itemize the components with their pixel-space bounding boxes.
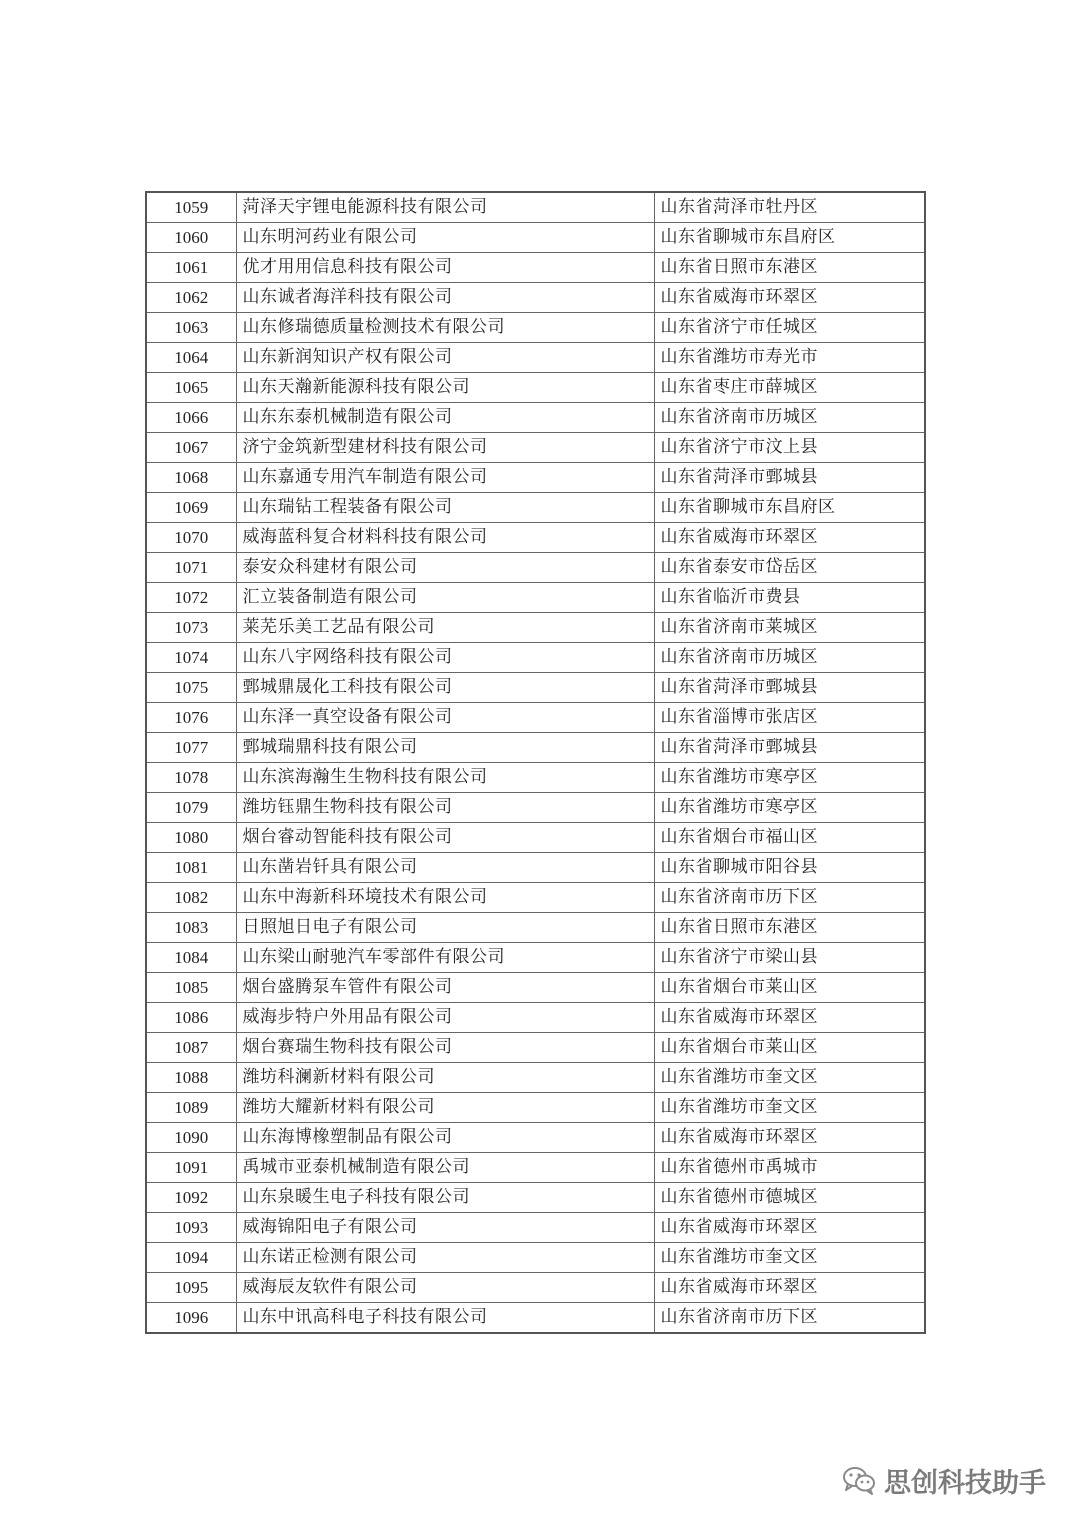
row-number: 1077 xyxy=(146,733,236,763)
row-number: 1094 xyxy=(146,1243,236,1273)
company-name: 潍坊钰鼎生物科技有限公司 xyxy=(236,793,654,823)
company-region: 山东省枣庄市薛城区 xyxy=(654,373,925,403)
table-row xyxy=(146,1213,925,1243)
table-row xyxy=(146,763,925,793)
row-number: 1078 xyxy=(146,763,236,793)
table-row xyxy=(146,853,925,883)
company-name: 鄄城瑞鼎科技有限公司 xyxy=(236,733,654,763)
company-name: 山东滨海瀚生生物科技有限公司 xyxy=(236,763,654,793)
row-number: 1074 xyxy=(146,643,236,673)
company-region: 山东省济南市莱城区 xyxy=(654,613,925,643)
company-region: 山东省聊城市阳谷县 xyxy=(654,853,925,883)
table-row xyxy=(146,1273,925,1303)
company-name: 泰安众科建材有限公司 xyxy=(236,553,654,583)
company-name: 山东诺正检测有限公司 xyxy=(236,1243,654,1273)
company-name: 山东天瀚新能源科技有限公司 xyxy=(236,373,654,403)
company-region: 山东省威海市环翠区 xyxy=(654,1273,925,1303)
company-region: 山东省烟台市福山区 xyxy=(654,823,925,853)
company-region: 山东省日照市东港区 xyxy=(654,253,925,283)
row-number: 1060 xyxy=(146,223,236,253)
company-table xyxy=(145,191,926,1334)
company-name: 日照旭日电子有限公司 xyxy=(236,913,654,943)
table-row xyxy=(146,1153,925,1183)
table-row xyxy=(146,1033,925,1063)
row-number: 1071 xyxy=(146,553,236,583)
company-region: 山东省济南市历下区 xyxy=(654,1303,925,1334)
row-number: 1067 xyxy=(146,433,236,463)
table-row xyxy=(146,613,925,643)
table-row xyxy=(146,823,925,853)
table-row xyxy=(146,253,925,283)
company-region: 山东省潍坊市奎文区 xyxy=(654,1063,925,1093)
company-name: 烟台盛腾泵车管件有限公司 xyxy=(236,973,654,1003)
company-name: 山东东泰机械制造有限公司 xyxy=(236,403,654,433)
table-row xyxy=(146,1243,925,1273)
row-number: 1096 xyxy=(146,1303,236,1334)
company-name: 菏泽天宇锂电能源科技有限公司 xyxy=(236,192,654,223)
company-name: 汇立装备制造有限公司 xyxy=(236,583,654,613)
row-number: 1082 xyxy=(146,883,236,913)
company-name: 威海锦阳电子有限公司 xyxy=(236,1213,654,1243)
row-number: 1081 xyxy=(146,853,236,883)
row-number: 1073 xyxy=(146,613,236,643)
table-row xyxy=(146,1303,925,1334)
company-name: 山东泉暖生电子科技有限公司 xyxy=(236,1183,654,1213)
company-region: 山东省德州市德城区 xyxy=(654,1183,925,1213)
company-region: 山东省菏泽市鄄城县 xyxy=(654,733,925,763)
table-row xyxy=(146,973,925,1003)
table-row xyxy=(146,1093,925,1123)
company-name: 山东海博橡塑制品有限公司 xyxy=(236,1123,654,1153)
company-region: 山东省济宁市任城区 xyxy=(654,313,925,343)
company-region: 山东省济南市历城区 xyxy=(654,643,925,673)
row-number: 1063 xyxy=(146,313,236,343)
company-region: 山东省临沂市费县 xyxy=(654,583,925,613)
company-name: 烟台睿动智能科技有限公司 xyxy=(236,823,654,853)
company-region: 山东省菏泽市鄄城县 xyxy=(654,463,925,493)
table-row xyxy=(146,343,925,373)
row-number: 1090 xyxy=(146,1123,236,1153)
table-row xyxy=(146,1123,925,1153)
company-name: 威海蓝科复合材料科技有限公司 xyxy=(236,523,654,553)
company-region: 山东省德州市禹城市 xyxy=(654,1153,925,1183)
company-name: 山东中海新科环境技术有限公司 xyxy=(236,883,654,913)
company-name: 威海辰友软件有限公司 xyxy=(236,1273,654,1303)
company-region: 山东省日照市东港区 xyxy=(654,913,925,943)
company-name: 山东嘉通专用汽车制造有限公司 xyxy=(236,463,654,493)
table-row xyxy=(146,283,925,313)
table-row xyxy=(146,793,925,823)
watermark-text: 思创科技助手 xyxy=(884,1467,1046,1499)
company-name: 山东泽一真空设备有限公司 xyxy=(236,703,654,733)
row-number: 1069 xyxy=(146,493,236,523)
table-row xyxy=(146,553,925,583)
row-number: 1087 xyxy=(146,1033,236,1063)
row-number: 1076 xyxy=(146,703,236,733)
company-region: 山东省济南市历城区 xyxy=(654,403,925,433)
company-name: 威海步特户外用品有限公司 xyxy=(236,1003,654,1033)
row-number: 1064 xyxy=(146,343,236,373)
row-number: 1084 xyxy=(146,943,236,973)
table-row xyxy=(146,673,925,703)
row-number: 1061 xyxy=(146,253,236,283)
company-name: 潍坊大耀新材料有限公司 xyxy=(236,1093,654,1123)
row-number: 1091 xyxy=(146,1153,236,1183)
table-row xyxy=(146,643,925,673)
company-region: 山东省菏泽市鄄城县 xyxy=(654,673,925,703)
company-region: 山东省威海市环翠区 xyxy=(654,1213,925,1243)
watermark xyxy=(842,1460,1046,1500)
table-row xyxy=(146,463,925,493)
wechat-icon xyxy=(842,1465,876,1495)
company-region: 山东省淄博市张店区 xyxy=(654,703,925,733)
company-name: 山东中讯高科电子科技有限公司 xyxy=(236,1303,654,1334)
row-number: 1083 xyxy=(146,913,236,943)
company-region: 山东省济南市历下区 xyxy=(654,883,925,913)
company-region: 山东省聊城市东昌府区 xyxy=(654,493,925,523)
row-number: 1085 xyxy=(146,973,236,1003)
row-number: 1079 xyxy=(146,793,236,823)
table-row xyxy=(146,403,925,433)
company-region: 山东省烟台市莱山区 xyxy=(654,973,925,1003)
row-number: 1092 xyxy=(146,1183,236,1213)
company-name: 山东新润知识产权有限公司 xyxy=(236,343,654,373)
row-number: 1093 xyxy=(146,1213,236,1243)
company-region: 山东省烟台市莱山区 xyxy=(654,1033,925,1063)
table-row xyxy=(146,493,925,523)
company-region: 山东省济宁市汶上县 xyxy=(654,433,925,463)
company-region: 山东省菏泽市牡丹区 xyxy=(654,192,925,223)
company-name: 禹城市亚泰机械制造有限公司 xyxy=(236,1153,654,1183)
company-name: 烟台赛瑞生物科技有限公司 xyxy=(236,1033,654,1063)
company-name: 济宁金筑新型建材科技有限公司 xyxy=(236,433,654,463)
row-number: 1065 xyxy=(146,373,236,403)
company-region: 山东省泰安市岱岳区 xyxy=(654,553,925,583)
company-region: 山东省聊城市东昌府区 xyxy=(654,223,925,253)
row-number: 1062 xyxy=(146,283,236,313)
company-name: 山东修瑞德质量检测技术有限公司 xyxy=(236,313,654,343)
table-row xyxy=(146,373,925,403)
table-row xyxy=(146,523,925,553)
row-number: 1075 xyxy=(146,673,236,703)
company-name: 莱芜乐美工艺品有限公司 xyxy=(236,613,654,643)
company-region: 山东省潍坊市奎文区 xyxy=(654,1243,925,1273)
table-row xyxy=(146,913,925,943)
company-name: 山东明河药业有限公司 xyxy=(236,223,654,253)
row-number: 1086 xyxy=(146,1003,236,1033)
table-row xyxy=(146,733,925,763)
company-region: 山东省威海市环翠区 xyxy=(654,1003,925,1033)
company-region: 山东省威海市环翠区 xyxy=(654,523,925,553)
company-name: 优才用用信息科技有限公司 xyxy=(236,253,654,283)
company-region: 山东省威海市环翠区 xyxy=(654,283,925,313)
table-row xyxy=(146,583,925,613)
table-row xyxy=(146,192,925,223)
row-number: 1059 xyxy=(146,192,236,223)
row-number: 1070 xyxy=(146,523,236,553)
company-region: 山东省威海市环翠区 xyxy=(654,1123,925,1153)
company-name: 山东瑞钻工程装备有限公司 xyxy=(236,493,654,523)
table-row xyxy=(146,943,925,973)
company-name: 潍坊科澜新材料有限公司 xyxy=(236,1063,654,1093)
row-number: 1089 xyxy=(146,1093,236,1123)
company-region: 山东省潍坊市奎文区 xyxy=(654,1093,925,1123)
row-number: 1066 xyxy=(146,403,236,433)
table-row xyxy=(146,433,925,463)
row-number: 1088 xyxy=(146,1063,236,1093)
table-row xyxy=(146,313,925,343)
row-number: 1095 xyxy=(146,1273,236,1303)
company-region: 山东省潍坊市寒亭区 xyxy=(654,763,925,793)
company-name: 山东凿岩钎具有限公司 xyxy=(236,853,654,883)
row-number: 1080 xyxy=(146,823,236,853)
table-row xyxy=(146,883,925,913)
company-name: 山东八宇网络科技有限公司 xyxy=(236,643,654,673)
company-region: 山东省济宁市梁山县 xyxy=(654,943,925,973)
table-row xyxy=(146,703,925,733)
table-row xyxy=(146,223,925,253)
table-row xyxy=(146,1003,925,1033)
company-region: 山东省潍坊市寿光市 xyxy=(654,343,925,373)
table-row xyxy=(146,1063,925,1093)
company-region: 山东省潍坊市寒亭区 xyxy=(654,793,925,823)
company-name: 山东梁山耐驰汽车零部件有限公司 xyxy=(236,943,654,973)
row-number: 1068 xyxy=(146,463,236,493)
company-table-body xyxy=(146,192,925,1333)
company-name: 山东诚者海洋科技有限公司 xyxy=(236,283,654,313)
row-number: 1072 xyxy=(146,583,236,613)
company-name: 鄄城鼎晟化工科技有限公司 xyxy=(236,673,654,703)
table-row xyxy=(146,1183,925,1213)
